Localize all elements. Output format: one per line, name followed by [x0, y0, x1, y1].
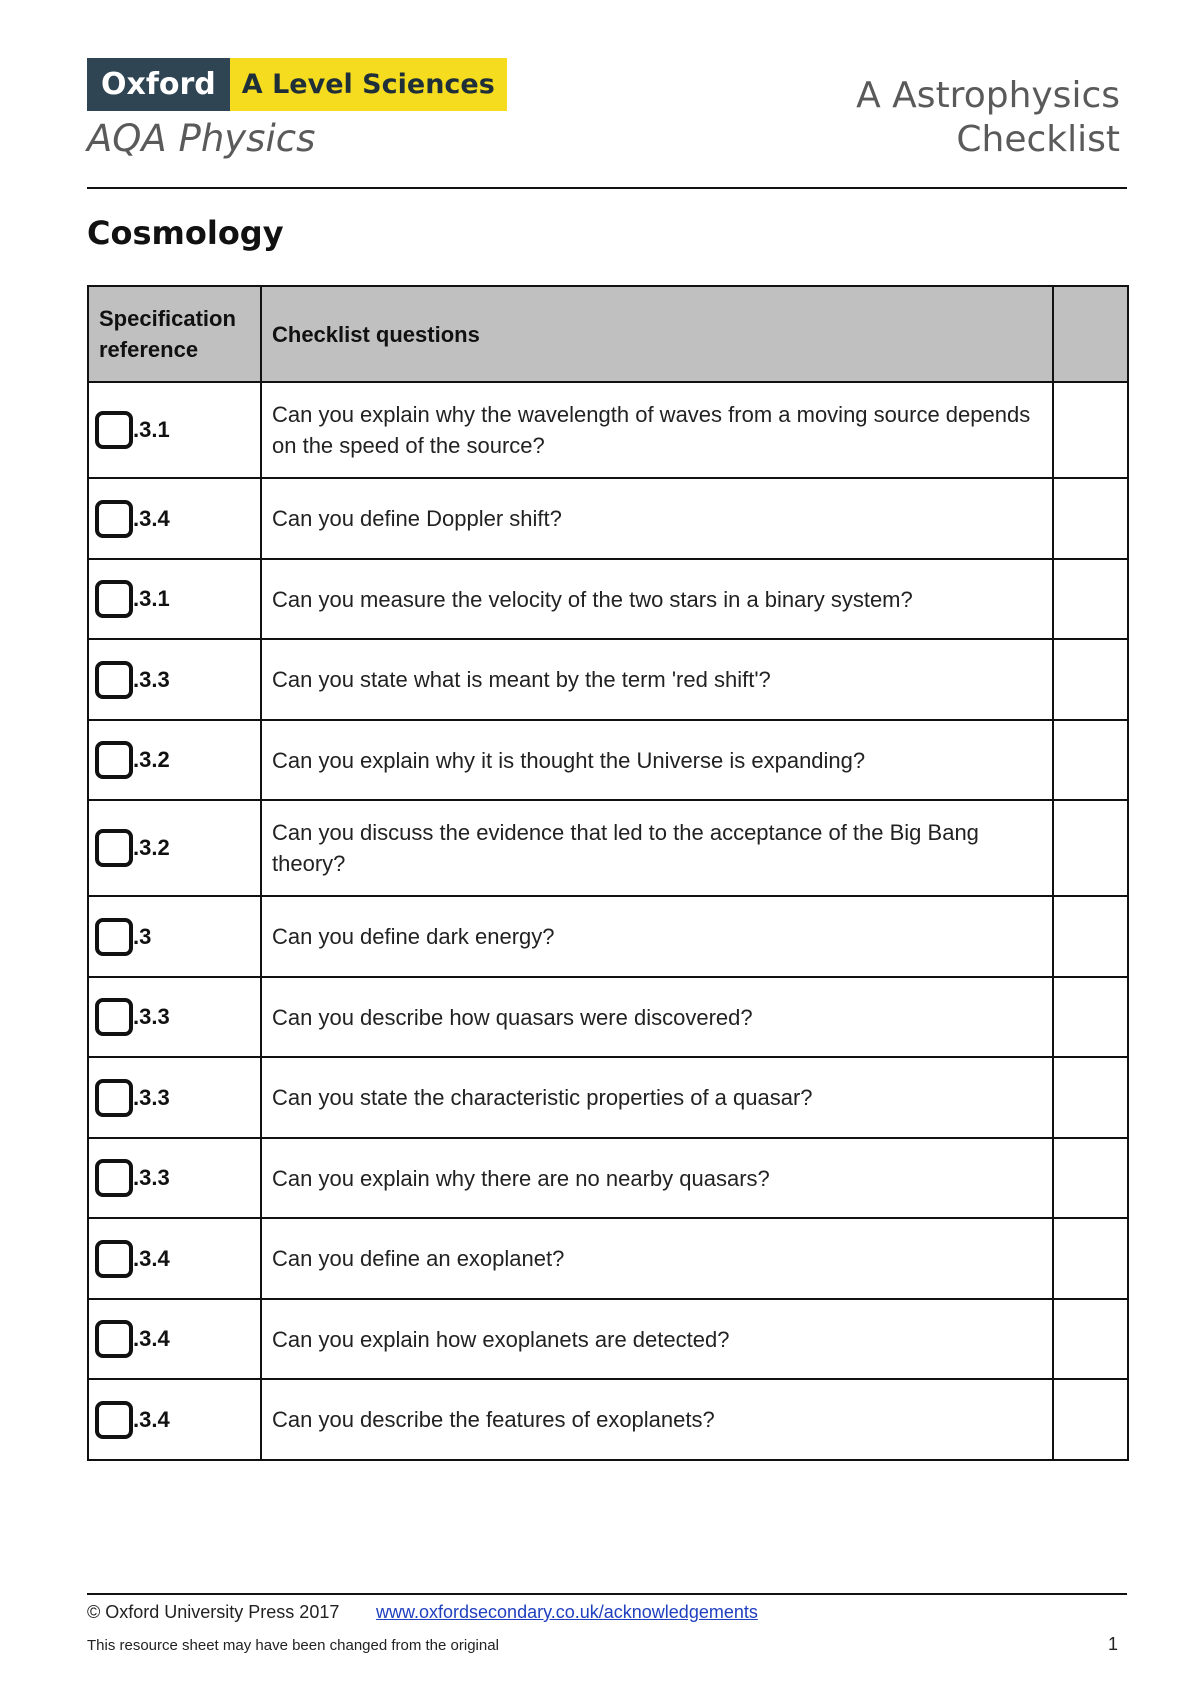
checklist-question: Can you explain how exoplanets are detected?: [261, 1299, 1053, 1379]
header-tick: [1053, 286, 1128, 382]
header-spec-reference: Specification reference: [88, 286, 261, 382]
spec-reference-cell: [88, 720, 261, 800]
checklist-question: Can you describe how quasars were discovered?: [261, 977, 1053, 1057]
table-header-row: [88, 286, 1128, 382]
checkbox[interactable]: [95, 741, 133, 779]
acknowledgements-link[interactable]: www.oxfordsecondary.co.uk/acknowledgements: [376, 1602, 758, 1622]
table-row: [88, 800, 1128, 896]
checkbox[interactable]: [95, 411, 133, 449]
checkbox[interactable]: [95, 1159, 133, 1197]
table-row: [88, 382, 1128, 478]
table-row: [88, 1138, 1128, 1218]
header-checklist-questions: Checklist questions: [261, 286, 1053, 382]
spec-reference: .3.4: [133, 1326, 170, 1351]
spec-reference-cell: [88, 896, 261, 977]
tick-cell[interactable]: [1053, 1057, 1128, 1138]
document-title-line1: A Astrophysics: [856, 75, 1120, 116]
spec-reference: .3.3: [133, 1004, 170, 1029]
table-row: [88, 478, 1128, 559]
spec-reference: .3.4: [133, 1406, 170, 1432]
spec-reference: .3: [133, 923, 152, 949]
table-row: [88, 1218, 1128, 1299]
tick-cell[interactable]: [1053, 382, 1128, 478]
page-number: 1: [1107, 1634, 1118, 1654]
tick-cell[interactable]: [1053, 1379, 1128, 1460]
header-divider: [87, 187, 1127, 189]
checkbox[interactable]: [95, 829, 133, 867]
checklist-question: Can you explain why there are no nearby quasars?: [261, 1138, 1053, 1218]
spec-reference-cell: [88, 1057, 261, 1138]
spec-reference: .3.4: [133, 505, 170, 531]
table-row: [88, 1299, 1128, 1379]
table-row: [88, 896, 1128, 977]
checkbox[interactable]: [95, 661, 133, 699]
copyright-text: © Oxford University Press 2017: [87, 1602, 340, 1622]
checkbox[interactable]: [95, 580, 133, 618]
tick-cell[interactable]: [1053, 478, 1128, 559]
checkbox[interactable]: [95, 1401, 133, 1439]
tick-cell[interactable]: [1053, 1218, 1128, 1299]
table-row: [88, 977, 1128, 1057]
logo-brand-left: Oxford: [87, 58, 230, 111]
checklist-question: Can you discuss the evidence that led to the acceptance of the Big Bang theory?: [261, 800, 1053, 896]
table-row: [88, 559, 1128, 639]
tick-cell[interactable]: [1053, 1299, 1128, 1379]
tick-cell[interactable]: [1053, 720, 1128, 800]
spec-reference-cell: [88, 639, 261, 720]
document-title-line2: Checklist: [956, 119, 1120, 160]
checklist-question: Can you explain why the wavelength of waves from a moving source depends on the speed of the source?: [261, 382, 1053, 478]
spec-reference: .3.1: [133, 417, 170, 442]
spec-reference-cell: [88, 1299, 261, 1379]
tick-cell[interactable]: [1053, 977, 1128, 1057]
tick-cell[interactable]: [1053, 1138, 1128, 1218]
spec-reference: .3.3: [133, 1165, 170, 1190]
spec-reference: .3.2: [133, 835, 170, 860]
checklist-question: Can you state the characteristic properties of a quasar?: [261, 1057, 1053, 1138]
tick-cell[interactable]: [1053, 896, 1128, 977]
spec-reference-cell: [88, 1218, 261, 1299]
oxford-logo: [87, 58, 507, 111]
spec-reference: .3.3: [133, 1084, 170, 1110]
logo-brand-right: A Level Sciences: [230, 58, 507, 111]
checklist-question: Can you describe the features of exoplanets?: [261, 1379, 1053, 1460]
table-row: [88, 720, 1128, 800]
tick-cell[interactable]: [1053, 800, 1128, 896]
checklist-question: Can you measure the velocity of the two stars in a binary system?: [261, 559, 1053, 639]
checkbox[interactable]: [95, 918, 133, 956]
spec-reference: .3.1: [133, 586, 170, 611]
footer-divider: [87, 1593, 1127, 1595]
table-row: [88, 639, 1128, 720]
spec-reference-cell: [88, 977, 261, 1057]
tick-cell[interactable]: [1053, 639, 1128, 720]
checkbox[interactable]: [95, 1240, 133, 1278]
tick-cell[interactable]: [1053, 559, 1128, 639]
course-name: AQA Physics: [87, 117, 316, 160]
table-row: [88, 1057, 1128, 1138]
spec-reference: .3.3: [133, 666, 170, 692]
document-title: [856, 74, 1120, 162]
spec-reference-cell: [88, 559, 261, 639]
checklist-question: Can you define dark energy?: [261, 896, 1053, 977]
spec-reference-cell: [88, 478, 261, 559]
checkbox[interactable]: [95, 500, 133, 538]
spec-reference-cell: [88, 800, 261, 896]
spec-reference-cell: [88, 382, 261, 478]
table-row: [88, 1379, 1128, 1460]
spec-reference-cell: [88, 1379, 261, 1460]
spec-reference: .3.2: [133, 747, 170, 772]
resource-note: This resource sheet may have been changed from the original: [87, 1637, 499, 1654]
checklist-question: Can you state what is meant by the term 'red shift'?: [261, 639, 1053, 720]
checklist-table: [87, 285, 1129, 1461]
checkbox[interactable]: [95, 1320, 133, 1358]
checklist-question: Can you explain why it is thought the Universe is expanding?: [261, 720, 1053, 800]
checkbox[interactable]: [95, 998, 133, 1036]
section-title: Cosmology: [87, 214, 284, 252]
checklist-question: Can you define an exoplanet?: [261, 1218, 1053, 1299]
checkbox[interactable]: [95, 1079, 133, 1117]
checklist-question: Can you define Doppler shift?: [261, 478, 1053, 559]
spec-reference-cell: [88, 1138, 261, 1218]
spec-reference: .3.4: [133, 1245, 170, 1271]
